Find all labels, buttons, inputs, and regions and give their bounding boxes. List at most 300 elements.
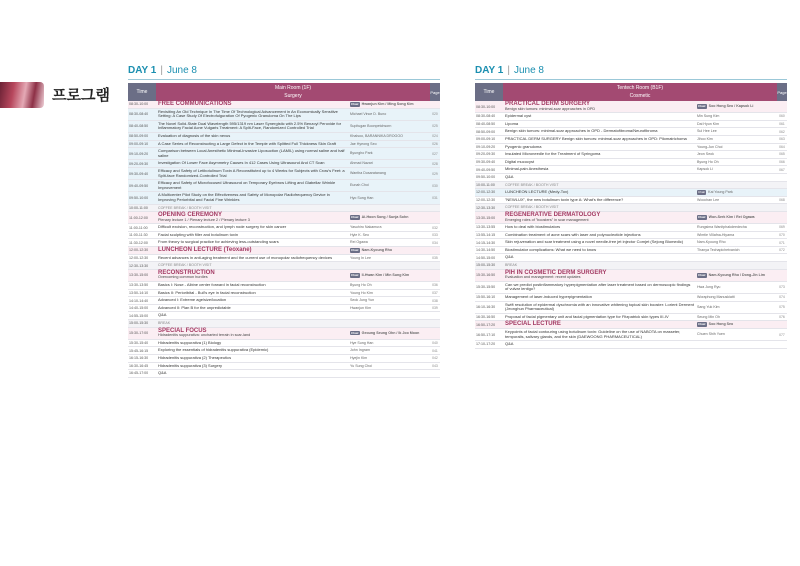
title-text: Basics I: Nose - Albine center forward in facial reconstruction bbox=[158, 282, 266, 288]
time-cell: 10:00-11:00 bbox=[476, 182, 495, 187]
title-text: SPECIAL FOCUS bbox=[158, 327, 207, 334]
content-cell bbox=[156, 270, 430, 281]
page-cell: 020 bbox=[432, 112, 438, 117]
content-cell bbox=[156, 133, 430, 140]
title-text: PRACTICAL DERM SURGERY Benign skin tumors: minimal-scar approaches in OPD: Pilomatrichoma bbox=[505, 135, 687, 141]
page-cell: 062 bbox=[779, 129, 785, 134]
left-schedule-panel bbox=[128, 64, 440, 378]
content-cell bbox=[156, 305, 430, 312]
session-row bbox=[475, 212, 787, 224]
content-cell bbox=[503, 254, 777, 261]
time-cell: 09:20-09:30 bbox=[129, 161, 149, 166]
table-row bbox=[128, 347, 440, 355]
content-cell bbox=[503, 166, 777, 173]
speaker-name: Hwanjun Kim bbox=[350, 305, 372, 310]
table-row bbox=[128, 148, 440, 160]
session-title bbox=[505, 122, 697, 127]
speaker-name: Hwanjun Kim / Ming Song Kim bbox=[361, 102, 414, 106]
session-title bbox=[505, 129, 697, 134]
table-row bbox=[475, 329, 787, 341]
page-cell bbox=[777, 189, 787, 196]
session-title bbox=[158, 364, 350, 369]
session-title bbox=[505, 102, 697, 111]
page-cell: 061 bbox=[779, 122, 785, 127]
speaker-cell bbox=[697, 198, 775, 203]
page-cell: 033 bbox=[432, 233, 438, 238]
title-text: Basics II: Perioribital - Bull's eye in facial reconstruction bbox=[158, 289, 256, 295]
session-title bbox=[505, 283, 697, 292]
room-name: Main Room (1F) bbox=[274, 85, 312, 91]
date-label: June 8 bbox=[513, 65, 544, 76]
speaker-name: Wimtie Villafna-Hiyama bbox=[697, 232, 735, 237]
page-cell bbox=[430, 262, 440, 269]
page-cell: 043 bbox=[432, 363, 438, 368]
title-text: Swift resolution of epidermal dyschromia with an innovative whitening topical skin booster: Lorient Derment (Jeonghun Pharmaceutical) bbox=[505, 301, 694, 312]
title-text: Pyogenic granuloma bbox=[505, 143, 542, 149]
page-cell: 036 bbox=[432, 283, 438, 288]
title-text: Q&A bbox=[505, 173, 514, 179]
speaker-cell bbox=[350, 306, 428, 311]
chair-badge: Chair bbox=[351, 248, 359, 253]
time-cell: 14:40-15:00 bbox=[129, 306, 149, 311]
content-cell bbox=[156, 347, 430, 354]
speaker-name: Il-Hwan Kim / Min Sung Kim bbox=[361, 273, 410, 278]
content-cell bbox=[503, 321, 777, 328]
break-row bbox=[475, 262, 787, 270]
content-cell bbox=[156, 121, 430, 132]
page-cell: 026 bbox=[432, 141, 438, 146]
chair-badge: Chair bbox=[698, 272, 706, 277]
session-title bbox=[505, 248, 697, 253]
page-cell: 077 bbox=[779, 332, 785, 337]
title-text: Keypoints of facial contouring using botulinum toxin: Guideline on the use of NABOTA on masseter, temporalis, salivary glands, and the skin (DAEWOONG PHARMACEUTICAL) bbox=[505, 329, 681, 339]
content-cell bbox=[156, 290, 430, 297]
page-cell: 042 bbox=[432, 356, 438, 361]
table-row bbox=[475, 282, 787, 294]
speaker-cell bbox=[350, 161, 428, 166]
day-header: DAY 1 | June 8 bbox=[475, 65, 544, 76]
page-cell bbox=[430, 205, 440, 212]
table-row bbox=[128, 255, 440, 263]
speaker-cell bbox=[350, 124, 428, 129]
table-row bbox=[475, 128, 787, 136]
table-row bbox=[475, 159, 787, 167]
session-row bbox=[128, 270, 440, 282]
content-cell bbox=[156, 109, 430, 120]
content-cell bbox=[503, 136, 777, 143]
session-title bbox=[505, 295, 697, 300]
speaker-cell bbox=[350, 225, 428, 230]
page-cell: 072 bbox=[779, 248, 785, 253]
table-header bbox=[128, 83, 440, 101]
title-text: Difficult excision, reconstruction, and lymph node surgery for skin cancer bbox=[158, 224, 287, 230]
page-cell bbox=[777, 254, 787, 261]
title-text: Management of laser-induced hyperpigmentation bbox=[505, 294, 592, 300]
page-cell bbox=[777, 262, 787, 269]
content-cell bbox=[503, 270, 777, 281]
time-cell: 11:00-11:00 bbox=[129, 225, 148, 230]
content-cell bbox=[503, 101, 777, 112]
speaker-cell bbox=[350, 273, 428, 278]
title-text: A Case Series of Reconstructing a Large Defect in the Temple with Splitted Full Thickness Skin Graft bbox=[158, 140, 336, 146]
time-cell: 09:00-09:10 bbox=[476, 137, 496, 142]
speaker-cell bbox=[697, 248, 775, 253]
content-cell bbox=[156, 232, 430, 239]
session-title bbox=[158, 233, 350, 238]
page-cell: 071 bbox=[779, 240, 785, 245]
page-cell: 066 bbox=[779, 160, 785, 165]
title-text: A Multicenter Pilot Study on the Effectiveness and Safety of Monopolar Radiofrequency Device in Improving Periorbital and Facial Fine Wrinkles bbox=[158, 192, 330, 202]
speaker-cell bbox=[350, 112, 428, 117]
title-text: Hidradenitis suppurativa (1) Biology bbox=[158, 339, 222, 345]
title-text: LUNCHEON LECTURE (Teoxane) bbox=[158, 247, 252, 254]
page-cell: 070 bbox=[779, 232, 785, 237]
table-row bbox=[128, 141, 440, 149]
content-cell bbox=[156, 212, 430, 223]
speaker-name: Supitugan Boonpetchsorn bbox=[350, 124, 392, 129]
title-text: PIH IN COSMETIC DERM SURGERY bbox=[505, 269, 607, 276]
time-cell: 15:00-15:30 bbox=[476, 263, 496, 268]
section-title bbox=[0, 78, 120, 110]
title-text: Epidermal cyst bbox=[505, 113, 532, 119]
content-cell bbox=[503, 262, 777, 269]
content-cell bbox=[156, 205, 430, 212]
content-cell bbox=[503, 302, 777, 313]
title-text: RECONSTRUCTION bbox=[158, 269, 215, 276]
session-title bbox=[505, 303, 697, 312]
title-text: Proposal of facial pigmentary unit and facial pigmentation type for Fitzpatrick skin types III-IV bbox=[505, 313, 669, 319]
title-text: The Novel Solid-State Dual Wavelength 595/1319 nm Laser Synergistic with 2.5% Benzoyl Peroxide for Inflammatory Facial Acne Vulgaris Treatment: A Split-Face, Randomized Controlled Trial bbox=[158, 120, 342, 131]
content-cell bbox=[156, 355, 430, 362]
chair-badge: Chair bbox=[698, 190, 706, 195]
break-row bbox=[128, 320, 440, 328]
title-text: Benign skin tumors: minimal-scar approaches in OPD - Dermatofibroma/Neurofibroma bbox=[505, 128, 658, 134]
speaker-cell bbox=[350, 240, 428, 245]
session-title bbox=[158, 142, 350, 147]
page-header: Page bbox=[777, 83, 787, 101]
speaker-cell bbox=[697, 215, 775, 220]
page-cell bbox=[430, 212, 440, 223]
title-text: "NEWLUX", the new botulinum toxin type A: What's the difference? bbox=[505, 196, 624, 202]
session-title bbox=[158, 213, 350, 222]
speaker-name: Yu Sung Choi bbox=[350, 363, 372, 368]
session-title bbox=[505, 145, 697, 150]
content-cell bbox=[156, 255, 430, 262]
page-cell: 028 bbox=[432, 161, 438, 166]
table-row bbox=[128, 340, 440, 348]
session-row bbox=[475, 101, 787, 113]
title-text: COFFEE BREAK / BOOTH VISIT bbox=[158, 263, 212, 268]
room-header bbox=[503, 83, 777, 101]
content-cell bbox=[503, 232, 777, 239]
table-row bbox=[128, 192, 440, 204]
right-schedule-panel bbox=[475, 64, 787, 349]
page-cell bbox=[430, 328, 440, 339]
speaker-name: Min Sung Kim bbox=[697, 114, 720, 119]
speaker-cell bbox=[350, 183, 428, 188]
table-row bbox=[475, 224, 787, 232]
time-cell: 12:30-13:30 bbox=[476, 205, 496, 210]
session-row bbox=[128, 101, 440, 109]
session-row bbox=[128, 247, 440, 255]
table-row bbox=[475, 254, 787, 262]
title-text: Biostimulator complications: What we need to know bbox=[505, 246, 597, 252]
speaker-name: Chuen Shih Yuen bbox=[697, 332, 725, 337]
speaker-cell bbox=[350, 364, 428, 369]
time-cell: 15:00-15:30 bbox=[129, 321, 149, 326]
content-cell bbox=[156, 168, 430, 179]
page-cell: 067 bbox=[779, 167, 785, 172]
time-cell: 14:10-14:40 bbox=[129, 298, 149, 303]
page-cell: 027 bbox=[432, 151, 438, 156]
speaker-name: Soo Hong Seo bbox=[708, 322, 734, 327]
speaker-name: Jae Hyeong Seo bbox=[350, 141, 377, 146]
speaker-cell bbox=[350, 248, 428, 253]
session-title bbox=[505, 263, 775, 268]
divider bbox=[475, 79, 787, 80]
speaker-name: Young-Jun Choi bbox=[697, 144, 723, 149]
session-title bbox=[158, 169, 350, 178]
session-title bbox=[158, 256, 350, 261]
time-cell: 14:15-14:30 bbox=[476, 240, 496, 245]
page-cell: 040 bbox=[432, 341, 438, 346]
session-title bbox=[158, 240, 350, 245]
speaker-cell bbox=[350, 171, 428, 176]
content-cell bbox=[156, 192, 430, 203]
speaker-name: Hye Sung Han bbox=[350, 340, 374, 345]
table-row bbox=[475, 341, 787, 349]
table-row bbox=[475, 151, 787, 159]
title-text: BREAK bbox=[158, 321, 171, 325]
table-row bbox=[475, 144, 787, 152]
content-cell bbox=[503, 282, 777, 293]
table-row bbox=[475, 197, 787, 205]
page-cell: 073 bbox=[779, 285, 785, 290]
title-text: Minimal-pain Anesthesia bbox=[505, 166, 549, 172]
speaker-name: Eunah Choi bbox=[350, 183, 369, 188]
content-cell bbox=[156, 224, 430, 231]
content-cell bbox=[503, 341, 777, 348]
page-title: 프로그램 bbox=[52, 86, 110, 104]
content-cell bbox=[503, 314, 777, 321]
table-row bbox=[128, 305, 440, 313]
page-cell bbox=[430, 312, 440, 319]
table-row bbox=[475, 247, 787, 255]
table-row bbox=[128, 297, 440, 305]
session-title bbox=[505, 342, 775, 347]
content-cell bbox=[156, 340, 430, 347]
session-title bbox=[505, 183, 775, 188]
day-label: DAY 1 bbox=[475, 65, 504, 76]
time-cell: 13:30-13:55 bbox=[476, 225, 496, 230]
time-cell: 09:50-10:00 bbox=[129, 195, 149, 200]
session-title bbox=[158, 329, 350, 338]
speaker-name: Kai Young Park bbox=[708, 190, 733, 195]
session-title bbox=[505, 233, 697, 238]
title-text: Skin rejuvenation and scar treatment using a novel needle-free jet injector Comjet (Sejong Biomedic) bbox=[505, 239, 684, 245]
title-text: Revisiting An Old Technique In The Time Of Technological Advancement in An Economically Sensitive Setting: A Case Study Of Electrofulguration Of Pyogenic Granuloma On The Lips bbox=[158, 108, 338, 119]
session-row bbox=[475, 270, 787, 282]
break-row bbox=[475, 182, 787, 190]
content-cell bbox=[156, 239, 430, 246]
title-text: Facial sculpting with filler and botulinum toxin bbox=[158, 231, 239, 237]
time-cell: 11:30-12:00 bbox=[129, 240, 148, 245]
speaker-cell bbox=[350, 151, 428, 156]
table-header bbox=[475, 83, 787, 101]
time-cell: 12:30-13:30 bbox=[129, 263, 149, 268]
speaker-cell bbox=[350, 215, 428, 220]
break-row bbox=[475, 204, 787, 212]
speaker-cell bbox=[697, 114, 775, 119]
content-cell bbox=[156, 363, 430, 370]
speaker-cell bbox=[697, 295, 775, 300]
session-title bbox=[505, 114, 697, 119]
speaker-cell bbox=[697, 225, 775, 230]
session-title bbox=[158, 225, 350, 230]
time-cell: 16:50-17:10 bbox=[476, 332, 496, 337]
divider bbox=[128, 79, 440, 80]
time-cell: 12:00-12:30 bbox=[476, 190, 496, 195]
speaker-name: John Ingram bbox=[350, 348, 370, 353]
speaker-cell bbox=[350, 291, 428, 296]
content-cell bbox=[503, 159, 777, 166]
page-cell: 063 bbox=[779, 137, 785, 142]
page-cell: 024 bbox=[432, 134, 438, 139]
page-cell bbox=[777, 204, 787, 211]
time-cell: 10:00-11:00 bbox=[129, 205, 148, 210]
speaker-name: Sang Yuk Kim bbox=[697, 304, 720, 309]
title-text: From theory to surgical practice for achieving less-outstanding scars bbox=[158, 239, 279, 245]
chair-badge: Chair bbox=[351, 215, 359, 220]
session-title bbox=[158, 181, 350, 190]
session-title bbox=[158, 102, 350, 107]
session-title bbox=[505, 225, 697, 230]
content-cell bbox=[156, 282, 430, 289]
content-cell bbox=[503, 182, 777, 189]
page-cell: 074 bbox=[779, 295, 785, 300]
session-title bbox=[158, 298, 350, 303]
speaker-name: Jeon Seok bbox=[697, 152, 714, 157]
time-cell: 16:30-16:50 bbox=[476, 315, 496, 320]
title-text: How to deal with biostimulators bbox=[505, 224, 561, 230]
time-cell: 08:30-08:40 bbox=[129, 112, 149, 117]
speaker-name: Hwa Jung Ryu bbox=[697, 285, 721, 290]
time-cell: 15:30-15:40 bbox=[129, 341, 149, 346]
content-cell bbox=[503, 174, 777, 181]
session-title bbox=[158, 291, 350, 296]
session-title bbox=[158, 321, 428, 326]
title-text: Q&A bbox=[158, 312, 167, 318]
time-cell: 17:10-17:20 bbox=[476, 342, 496, 347]
title-text: Digital mucocyst bbox=[505, 158, 535, 164]
speaker-cell bbox=[697, 305, 775, 310]
content-cell bbox=[503, 197, 777, 204]
time-cell: 16:50-17:20 bbox=[476, 322, 496, 327]
page-cell: 030 bbox=[432, 183, 438, 188]
content-cell bbox=[156, 262, 430, 269]
speaker-name: Rungsima Wanitphakdeedecha bbox=[697, 225, 747, 230]
speaker-name: Dai Hyun Kim bbox=[697, 121, 719, 126]
content-cell bbox=[156, 297, 430, 304]
speaker-cell bbox=[697, 137, 775, 142]
speaker-name: Young Ho Kim bbox=[350, 290, 373, 295]
title-text: Hidradenitis suppurativa (3) Surgery bbox=[158, 362, 223, 368]
session-title bbox=[158, 248, 350, 253]
content-cell bbox=[503, 204, 777, 211]
session-title bbox=[158, 193, 350, 202]
speaker-cell bbox=[350, 134, 428, 139]
speaker-name: Byung Ho Oh bbox=[697, 159, 719, 164]
table-row bbox=[128, 239, 440, 247]
time-cell: 13:30-13:50 bbox=[129, 283, 149, 288]
time-cell: 13:50-14:10 bbox=[129, 290, 149, 295]
speaker-name: Byung Ho Oh bbox=[350, 283, 372, 288]
time-cell: 14:55-15:00 bbox=[129, 313, 149, 318]
speaker-cell bbox=[697, 315, 775, 320]
speaker-cell bbox=[697, 122, 775, 127]
session-title bbox=[158, 313, 428, 318]
table-row bbox=[128, 282, 440, 290]
table-row bbox=[475, 239, 787, 247]
speaker-name: Kapsok Li bbox=[697, 167, 713, 172]
time-cell: 15:30-15:50 bbox=[476, 285, 496, 290]
session-title bbox=[505, 190, 697, 195]
page-cell bbox=[430, 247, 440, 254]
time-cell: 08:50-09:00 bbox=[129, 134, 149, 139]
page-cell bbox=[430, 101, 440, 108]
speaker-name: Woraphong Manuskiatti bbox=[697, 295, 735, 300]
chair-badge: Chair bbox=[351, 102, 359, 106]
time-cell: 08:30-10:00 bbox=[476, 104, 496, 109]
time-cell: 09:30-09:40 bbox=[129, 171, 149, 176]
content-cell bbox=[503, 144, 777, 151]
title-text: Recent advances in anti-aging treatment and the current use of monopolar radiofrequency devices bbox=[158, 254, 333, 260]
speaker-cell bbox=[697, 240, 775, 245]
content-cell bbox=[156, 247, 430, 254]
content-cell bbox=[503, 212, 777, 223]
time-cell: 14:50-15:00 bbox=[476, 255, 496, 260]
decorative-banner bbox=[0, 82, 44, 108]
time-cell: 09:00-09:10 bbox=[129, 141, 149, 146]
speaker-cell bbox=[350, 331, 428, 336]
time-cell: 09:40-09:50 bbox=[129, 183, 149, 188]
speaker-cell bbox=[697, 152, 775, 157]
time-cell: 16:45-17:00 bbox=[129, 371, 149, 376]
speaker-cell bbox=[697, 332, 775, 337]
table-row bbox=[128, 363, 440, 371]
page-cell: 025 bbox=[432, 124, 438, 129]
session-title bbox=[158, 306, 350, 311]
speaker-cell bbox=[697, 145, 775, 150]
speaker-name: Nam-Kyoung Rho bbox=[361, 248, 393, 253]
session-subtitle: Evaluation and management: recent updates bbox=[505, 275, 581, 280]
speaker-cell bbox=[350, 102, 428, 107]
title-text: Comparison between Local Anesthetic Minimal-Invasive Liposuction (LAMIL) using normal saline and half saline bbox=[158, 148, 345, 158]
table-row bbox=[128, 160, 440, 168]
session-title bbox=[505, 160, 697, 165]
speaker-cell bbox=[697, 285, 775, 290]
time-cell: 08:30-10:00 bbox=[129, 102, 149, 107]
page-cell: 060 bbox=[779, 114, 785, 119]
time-cell: 09:10-09:20 bbox=[129, 151, 149, 156]
time-cell: 08:40-08:50 bbox=[476, 122, 496, 127]
speaker-cell bbox=[697, 190, 775, 195]
time-cell: 11:00-11:30 bbox=[129, 233, 148, 238]
time-cell: 12:00-12:30 bbox=[476, 198, 496, 203]
content-cell bbox=[503, 189, 777, 196]
speaker-name: Jihoo Kim bbox=[697, 136, 713, 141]
content-cell bbox=[156, 180, 430, 191]
